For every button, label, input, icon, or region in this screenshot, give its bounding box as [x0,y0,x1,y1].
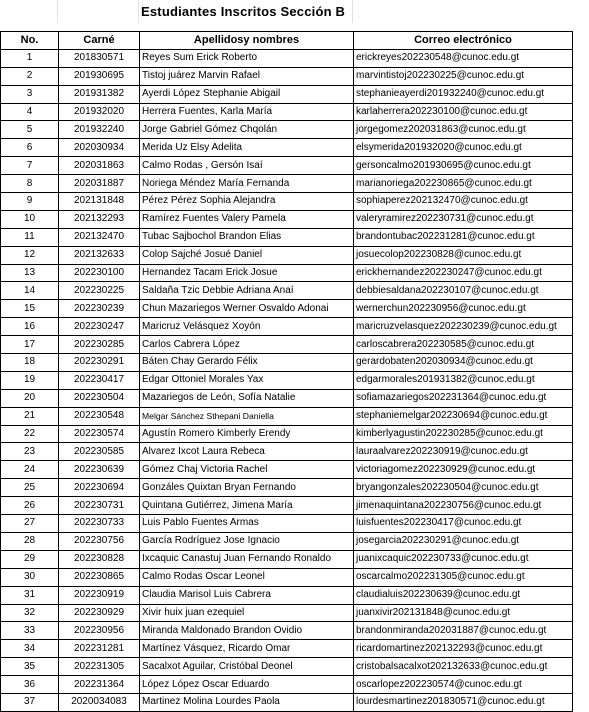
table-row [1,676,573,694]
table-row [1,640,573,658]
table-row [1,103,573,121]
table-row [1,425,573,443]
table-row [1,693,573,711]
table-row [1,193,573,211]
table-row [1,443,573,461]
cell-no: 12 [1,246,59,264]
cell-email: karlaherrera202230100@cunoc.edu.gt [354,103,573,121]
cell-no: 11 [1,228,59,246]
table-row [1,264,573,282]
cell-name: Noriega Méndez María Fernanda [140,175,354,193]
table-row [1,282,573,300]
table-row [1,532,573,550]
cell-name: Pérez Pérez Sophia Alejandra [140,193,354,211]
cell-carne: 202230417 [59,371,140,389]
cell-name: Luis Pablo Fuentes Armas [140,515,354,533]
column-header-name: Apellidosy nombres [140,32,354,50]
grid-line [138,0,139,23]
cell-no: 9 [1,193,59,211]
cell-email: debbiesaldana202230107@cunoc.edu.gt [354,282,573,300]
table-row [1,371,573,389]
cell-name: Báten Chay Gerardo Félix [140,354,354,372]
cell-email: erickreyes202230548@cunoc.edu.gt [354,49,573,67]
cell-carne: 202132293 [59,210,140,228]
cell-name: Edgar Ottoniel Morales Yax [140,371,354,389]
cell-carne: 201931382 [59,85,140,103]
table-row [1,550,573,568]
cell-email: marvintistoj202230225@cunoc.edu.gt [354,67,573,85]
cell-carne: 202230733 [59,515,140,533]
title-row [0,0,589,23]
cell-no: 8 [1,175,59,193]
cell-no: 20 [1,389,59,407]
cell-email: edgarmorales201931382@cunoc.edu.gt [354,371,573,389]
table-row [1,49,573,67]
cell-email: josuecolop202230828@cunoc.edu.gt [354,246,573,264]
column-header-carne: Carné [59,32,140,50]
cell-no: 30 [1,568,59,586]
cell-no: 25 [1,479,59,497]
cell-no: 22 [1,425,59,443]
cell-no: 17 [1,336,59,354]
cell-email: marianoriega202230865@cunoc.edu.gt [354,175,573,193]
cell-no: 4 [1,103,59,121]
cell-no: 27 [1,515,59,533]
cell-carne: 202230239 [59,300,140,318]
table-row [1,407,573,425]
cell-name: Chun Mazariegos Werner Osvaldo Adonai [140,300,354,318]
cell-name: Gómez Chaj Victoria Rachel [140,461,354,479]
table-row [1,228,573,246]
cell-email: sophiaperez202132470@cunoc.edu.gt [354,193,573,211]
table-row [1,210,573,228]
cell-carne: 202230504 [59,389,140,407]
cell-carne: 202230865 [59,568,140,586]
cell-name: Herrera Fuentes, Karla María [140,103,354,121]
cell-email: kimberlyagustin202230285@cunoc.edu.gt [354,425,573,443]
cell-name: Martínez Vásquez, Ricardo Omar [140,640,354,658]
cell-no: 3 [1,85,59,103]
cell-no: 18 [1,354,59,372]
cell-no: 16 [1,318,59,336]
cell-carne: 202230247 [59,318,140,336]
cell-no: 29 [1,550,59,568]
cell-no: 26 [1,497,59,515]
table-row [1,658,573,676]
cell-carne: 202230929 [59,604,140,622]
cell-email: brandonmiranda202031887@cunoc.edu.gt [354,622,573,640]
cell-name: Alvarez Ixcot Laura Rebeca [140,443,354,461]
cell-no: 28 [1,532,59,550]
cell-name: Colop Sajché Josué Daniel [140,246,354,264]
cell-no: 7 [1,157,59,175]
students-table [0,31,573,712]
cell-no: 2 [1,67,59,85]
cell-email: jorgegomez202031863@cunoc.edu.gt [354,121,573,139]
cell-carne: 202230285 [59,336,140,354]
cell-email: luisfuentes202230417@cunoc.edu.gt [354,515,573,533]
cell-carne: 202230731 [59,497,140,515]
cell-email: oscarlopez202230574@cunoc.edu.gt [354,676,573,694]
table-row [1,389,573,407]
cell-carne: 202231364 [59,676,140,694]
cell-email: carloscabrera202230585@cunoc.edu.gt [354,336,573,354]
cell-carne: 202230828 [59,550,140,568]
cell-name: Saldaña Tzic Debbie Adriana Anaí [140,282,354,300]
cell-name: Tubac Sajbochol Brandon Elias [140,228,354,246]
cell-no: 31 [1,586,59,604]
cell-no: 6 [1,139,59,157]
cell-no: 10 [1,210,59,228]
table-body [1,49,573,711]
cell-email: gersoncalmo201930695@cunoc.edu.gt [354,157,573,175]
cell-no: 36 [1,676,59,694]
cell-carne: 202231305 [59,658,140,676]
grid-line [57,0,58,23]
table-header-row [1,32,573,50]
cell-name: Martinez Molina Lourdes Paola [140,693,354,711]
cell-carne: 2020034083 [59,693,140,711]
table-row [1,568,573,586]
cell-email: elsymerida201932020@cunoc.edu.gt [354,139,573,157]
cell-no: 37 [1,693,59,711]
cell-email: lourdesmartinez201830571@cunoc.edu.gt [354,693,573,711]
cell-email: lauraalvarez202230919@cunoc.edu.gt [354,443,573,461]
table-row [1,318,573,336]
cell-no: 23 [1,443,59,461]
cell-name: Sacalxot Aguilar, Cristóbal Deonel [140,658,354,676]
cell-email: brandontubac202231281@cunoc.edu.gt [354,228,573,246]
cell-name: Claudia Marisol Luis Cabrera [140,586,354,604]
table-row [1,157,573,175]
cell-no: 15 [1,300,59,318]
sheet-title: Estudiantes Inscritos Sección B [141,4,346,19]
cell-name: García Rodríguez Jose Ignacio [140,532,354,550]
cell-no: 33 [1,622,59,640]
table-row [1,175,573,193]
cell-email: stephanieayerdi201932240@cunoc.edu.gt [354,85,573,103]
cell-carne: 202230956 [59,622,140,640]
cell-name: López López Oscar Eduardo [140,676,354,694]
cell-carne: 202030934 [59,139,140,157]
table-row [1,515,573,533]
table-row [1,121,573,139]
cell-carne: 202230100 [59,264,140,282]
cell-no: 34 [1,640,59,658]
table-row [1,586,573,604]
table-row [1,67,573,85]
cell-email: josegarcia202230291@cunoc.edu.gt [354,532,573,550]
table-row [1,139,573,157]
table-row [1,246,573,264]
cell-carne: 202231281 [59,640,140,658]
cell-carne: 202230574 [59,425,140,443]
cell-carne: 202230639 [59,461,140,479]
cell-email: valeryramirez202230731@cunoc.edu.gt [354,210,573,228]
cell-no: 19 [1,371,59,389]
cell-name: Calmo Rodas , Gersón Isaí [140,157,354,175]
cell-no: 1 [1,49,59,67]
cell-name: Maricruz Velásquez Xoyón [140,318,354,336]
cell-carne: 202230585 [59,443,140,461]
cell-email: ricardomartinez202132293@cunoc.edu.gt [354,640,573,658]
cell-email: claudialuis202230639@cunoc.edu.gt [354,586,573,604]
cell-carne: 202132633 [59,246,140,264]
cell-no: 24 [1,461,59,479]
table-row [1,300,573,318]
cell-no: 14 [1,282,59,300]
cell-carne: 202230291 [59,354,140,372]
cell-carne: 202031863 [59,157,140,175]
cell-email: sofiamazariegos202231364@cunoc.edu.gt [354,389,573,407]
cell-email: cristobalsacalxot202132633@cunoc.edu.gt [354,658,573,676]
cell-name: Merida Uz Elsy Adelita [140,139,354,157]
cell-email: oscarcalmo202231305@cunoc.edu.gt [354,568,573,586]
cell-carne: 202230694 [59,479,140,497]
cell-name: Reyes Sum Erick Roberto [140,49,354,67]
cell-carne: 202131848 [59,193,140,211]
cell-no: 21 [1,407,59,425]
table-row [1,497,573,515]
cell-name: Xivir huix juan ezequiel [140,604,354,622]
cell-name: Tistoj juárez Marvin Rafael [140,67,354,85]
cell-no: 5 [1,121,59,139]
cell-name: Calmo Rodas Oscar Leonel [140,568,354,586]
cell-name: Agustín Romero Kimberly Erendy [140,425,354,443]
cell-name: Miranda Maldonado Brandon Ovidio [140,622,354,640]
cell-name: Ayerdi López Stephanie Abigail [140,85,354,103]
cell-name: Jorge Gabriel Gómez Chqolán [140,121,354,139]
table-row [1,622,573,640]
cell-email: victoriagomez202230929@cunoc.edu.gt [354,461,573,479]
table-row [1,354,573,372]
cell-carne: 202230756 [59,532,140,550]
cell-email: juanxivir202131848@cunoc.edu.gt [354,604,573,622]
cell-name: Melgar Sánchez Sthepani Daniella [140,407,354,425]
cell-email: bryangonzales202230504@cunoc.edu.gt [354,479,573,497]
column-header-no: No. [1,32,59,50]
cell-email: gerardobaten202030934@cunoc.edu.gt [354,354,573,372]
table-row [1,479,573,497]
cell-email: maricruzvelasquez202230239@cunoc.edu.gt [354,318,573,336]
cell-no: 13 [1,264,59,282]
cell-email: erickhernandez202230247@cunoc.edu.gt [354,264,573,282]
cell-name: Ixcaquic Canastuj Juan Fernando Ronaldo [140,550,354,568]
cell-no: 35 [1,658,59,676]
cell-carne: 202230919 [59,586,140,604]
cell-carne: 201830571 [59,49,140,67]
table-row [1,336,573,354]
cell-email: wernerchun202230956@cunoc.edu.gt [354,300,573,318]
cell-carne: 201932240 [59,121,140,139]
cell-email: stephaniemelgar202230694@cunoc.edu.gt [354,407,573,425]
cell-name: Mazariegos de León, Sofía Natalie [140,389,354,407]
cell-carne: 202230225 [59,282,140,300]
column-header-email: Correo electrónico [354,32,573,50]
cell-name: Gonzáles Quixtan Bryan Fernando [140,479,354,497]
cell-carne: 202132470 [59,228,140,246]
cell-email: jimenaquintana202230756@cunoc.edu.gt [354,497,573,515]
cell-name: Ramírez Fuentes Valery Pamela [140,210,354,228]
cell-name: Hernandez Tacam Erick Josue [140,264,354,282]
grid-line [352,0,353,23]
cell-carne: 202031887 [59,175,140,193]
cell-email: juanixcaquic202230733@cunoc.edu.gt [354,550,573,568]
cell-carne: 201932020 [59,103,140,121]
cell-carne: 201930695 [59,67,140,85]
cell-name: Quintana Gutiérrez, Jimena María [140,497,354,515]
table-row [1,85,573,103]
table-row [1,604,573,622]
cell-name: Carlos Cabrera López [140,336,354,354]
cell-carne: 202230548 [59,407,140,425]
cell-no: 32 [1,604,59,622]
table-row [1,461,573,479]
